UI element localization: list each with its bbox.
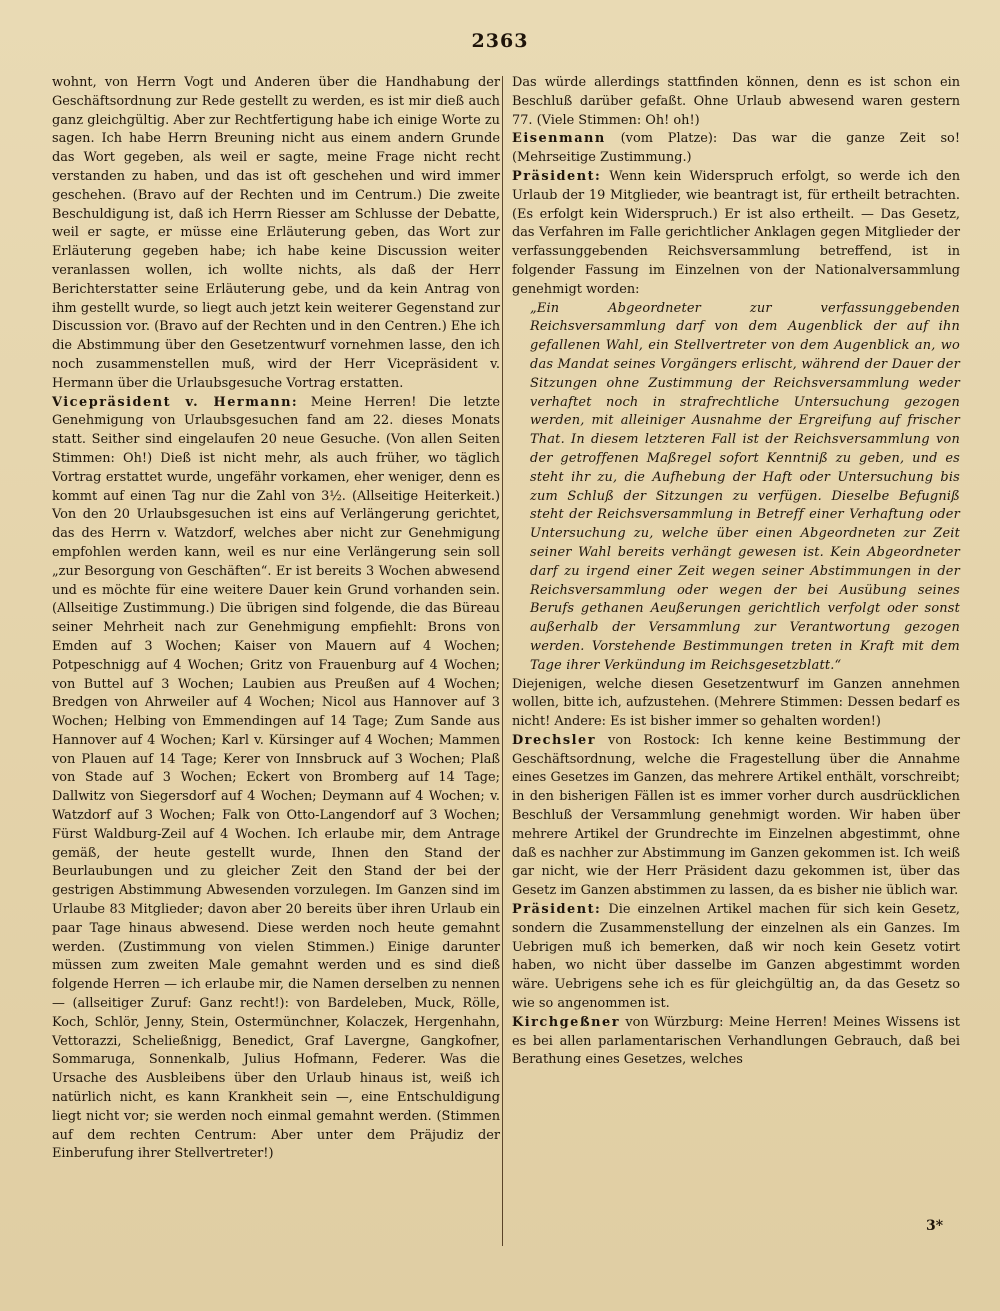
left-column bbox=[52, 74, 500, 1164]
paragraph-text: Wenn kein Widerspruch erfolgt, so werde ich den Urlaub der 19 Mitglieder, wie beantragt ist, für ertheilt betrachten. (Es erfolgt kein Widerspruch.) Er ist also ertheilt. — Das Gesetz, das Verfahren im Falle gerichtlicher Anklagen gegen Mitglieder der verfassunggebenden Reichsversammlung betreffend, ist in folgender Fassung im Einzelnen von der Nationalversammlung genehmigt worden: bbox=[512, 168, 960, 297]
paragraph bbox=[512, 74, 960, 130]
page-number: 2363 bbox=[471, 30, 529, 52]
speaker-name: Eisenmann bbox=[512, 131, 606, 147]
paragraph bbox=[512, 901, 960, 1014]
law-text-quote: „Ein Abgeordneter zur verfassunggebenden Reichsversammlung darf von dem Augenblick der auf ihn gefallenen Wahl, ein Stellvertreter von dem Augenblick an, wo das Mandat seines Vorgängers erlischt, während der Dauer der Sitzungen ohne Zustimmung der Reichsversammlung weder verhaftet noch in strafrechtliche Untersuchung gezogen werden, mit alleiniger Ausnahme der Ergreifung auf frischer That. In diesem letzteren Fall ist der Reichsversammlung von der getroffenen Maßregel sofort Kenntniß zu geben, und es steht ihr zu, die Aufhebung der Haft oder Untersuchung bis zum Schluß der Sitzungen zu verfügen. Dieselbe Befugniß steht der Reichsversammlung in Betreff einer Verhaftung oder Untersuchung zu, welche über einen Abgeordneten zur Zeit seiner Wahl bereits verhängt gewesen ist. Kein Abgeordneter darf zu irgend einer Zeit wegen seiner Abstimmungen in der Reichsversammlung oder wegen der bei Ausübung seines Berufs gethanen Aeußerungen gerichtlich verfolgt oder sonst außerhalb der Versammlung zur Verantwortung gezogen werden. Vorstehende Bestimmungen treten in Kraft mit dem Tage ihrer Verkündung im Reichsgesetzblatt.“ bbox=[530, 300, 960, 673]
paragraph-text: von Rostock: Ich kenne keine Bestimmung der Geschäftsordnung, welche die Fragestellung über die Annahme eines Gesetzes im Ganzen, das mehrere Artikel enthält, vorschreibt; in den bisherigen Fällen ist es immer vorher durch ausdrücklichen Beschluß der Versammlung genehmigt worden. Wir haben über mehrere Artikel der Grundrechte im Einzelnen abgestimmt, ohne daß es nachher zur Abstimmung im Ganzen gekommen ist. Ich weiß gar nicht, wie der Herr Präsident dazu gekommen ist, über das Gesetz im Ganzen abstimmen zu lassen, da es bisher nie üblich war. bbox=[512, 732, 960, 899]
speaker-name: Präsident: bbox=[512, 168, 602, 184]
paragraph bbox=[512, 732, 960, 901]
paragraph-text: Diejenigen, welche diesen Gesetzentwurf im Ganzen annehmen wollen, bitte ich, aufzustehen. (Mehrere Stimmen: Dessen bedarf es nicht! Andere: Es ist bisher immer so gehalten worden!) bbox=[512, 676, 960, 730]
paragraph bbox=[512, 1014, 960, 1070]
paragraph bbox=[512, 676, 960, 732]
speaker-name: Präsident: bbox=[512, 902, 602, 918]
paragraph bbox=[52, 394, 500, 1165]
paragraph-text: Das würde allerdings stattfinden können, denn es ist schon ein Beschluß darüber gefaßt. Ohne Urlaub abwesend waren gestern 77. (Viele Stimmen: Oh! oh!) bbox=[512, 75, 960, 128]
paragraph-text: Die einzelnen Artikel machen für sich kein Gesetz, sondern die Zusammenstellung der einzelnen als ein Ganzes. Im Uebrigen muß ich bemerken, daß wir noch kein Gesetz votirt haben, wo nicht über dasselbe im Ganzen abgestimmt worden wäre. Uebrigens sehe ich es für gleichgültig an, da das Gesetz so wie so angenommen ist. bbox=[512, 902, 960, 1012]
speaker-name: Vicepräsident v. Hermann: bbox=[52, 394, 299, 410]
right-column bbox=[512, 74, 960, 1070]
paragraph-text: von Würzburg: Meine Herren! Meines Wissens ist es bei allen parlamentarischen Verhandlungen Gebrauch, daß bei Berathung eines Gesetzes, welches bbox=[512, 1014, 960, 1068]
column-divider bbox=[502, 76, 503, 1246]
paragraph-text: (vom Platze): Das war die ganze Zeit so! (Mehrseitige Zustimmung.) bbox=[512, 131, 960, 166]
speaker-name: Drechsler bbox=[512, 732, 597, 748]
paragraph bbox=[52, 74, 500, 394]
speaker-name: Kirchgeßner bbox=[512, 1014, 620, 1030]
paragraph-text: Meine Herren! Die letzte Genehmigung von Urlaubsgesuchen fand am 22. dieses Monats statt. Seither sind eingelaufen 20 neue Gesuche. (Von allen Seiten Stimmen: Oh!) Dieß ist nicht mehr, als auch früher, wo täglich Vortrag erstattet wurde, ungefähr vorkamen, eher weniger, denn es kommt auf einen Tag nur die Zahl von 3½. (Allseitige Heiterkeit.) Von den 20 Urlaubsgesuchen ist eins auf Verlängerung gerichtet, das des Herrn v. Watzdorf, welches aber nicht zur Genehmigung empfohlen werden kann, weil es nur eine Verlängerung sein soll „zur Besorgung von Geschäften“. Er ist bereits 3 Wochen abwesend und es möchte für eine weitere Dauer kein Grund vorhanden sein. (Allseitige Zustimmung.) Die übrigen sind folgende, die das Büreau seiner Mehrheit nach zur Genehmigung empfiehlt: Brons von Emden auf 3 Wochen; Kaiser von Mauern auf 4 Wochen; Potpeschnigg auf 4 Wochen; Gritz von Frauenburg auf 4 Wochen; von Buttel auf 3 Wochen; Laubien aus Preußen auf 4 Wochen; Bredgen von Ahrweiler auf 4 Wochen; Nicol aus Hannover auf 3 Wochen; Helbing von Emmendingen auf 14 Tage; Zum Sande aus Hannover auf 4 Wochen; Karl v. Kürsinger auf 4 Wochen; Mammen von Plauen auf 14 Tage; Kerer von Innsbruck auf 3 Wochen; Plaß von Stade auf 3 Wochen; Eckert von Bromberg auf 14 Tage; Dallwitz von Siegersdorf auf 4 Wochen; Deymann auf 4 Wochen; v. Watzdorf auf 3 Wochen; Falk von Otto-Langendorf auf 3 Wochen; Fürst Waldburg-Zeil auf 4 Wochen. Ich erlaube mir, dem Antrage gemäß, der heute gestellt wurde, Ihnen den Stand der Beurlaubungen und zu gleicher Zeit den Stand der bei der gestrigen Abstimmung Abwesenden vorzulegen. Im Ganzen sind im Urlaube 83 Mitglieder; davon aber 20 bereits über ihren Urlaub ein paar Tage hinaus abwesend. Diese werden noch heute gemahnt werden. (Zustimmung von vielen Stimmen.) Einige darunter müssen zum zweiten Male gemahnt werden und es sind dieß folgende Herren — ich erlaube mir, die Namen derselben zu nennen — (allseitiger Zuruf: Ganz recht!): von Bardeleben, Muck, Rölle, Koch, Schlör, Jenny, Stein, Ostermünchner, Kolaczek, Hergenhahn, Vettorazzi, Scheließnigg, Benedict, Graf Lavergne, Gangkofner, Sommaruga, Sonnenkalb, Julius Hofmann, Federer. Was die Ursache des Ausbleibens über den Urlaub hinaus ist, weiß ich natürlich nicht, es kann Krankheit sein —, eine Entschuldigung liegt nicht vor; sie werden noch einmal gemahnt werden. (Stimmen auf dem rechten Centrum: Aber unter dem Präjudiz der Einberufung ihrer Stellvertreter!) bbox=[52, 394, 500, 1162]
paragraph bbox=[512, 168, 960, 300]
paragraph bbox=[512, 130, 960, 168]
paragraph-text: wohnt, von Herrn Vogt und Anderen über die Handhabung der Geschäftsordnung zur Rede gestellt zu werden, es ist mir dieß auch ganz gleichgültig. Aber zur Rechtfertigung habe ich einige Worte zu sagen. Ich habe Herrn Breuning nicht aus einem andern Grunde das Wort gegeben, als weil er sagte, meine Frage nicht recht verstanden zu haben, und das ist oft geschehen und wird immer geschehen. (Bravo auf der Rechten und im Centrum.) Die zweite Beschuldigung ist, daß ich Herrn Riesser am Schlusse der Debatte, weil er sagte, er müsse eine Erläuterung geben, das Wort zur Erläuterung gegeben habe; ich habe keine Discussion weiter veranlassen wollen, ich wollte nichts, als daß der Herr Berichterstatter seine Erläuterung gebe, und da kein Antrag von ihm gestellt wurde, so liegt auch jetzt kein weiterer Gegenstand zur Discussion vor. (Bravo auf der Rechten und in den Centren.) Ehe ich die Abstimmung über den Gesetzentwurf vornehmen lasse, den ich noch zusammenstellen muß, wird der Herr Vicepräsident v. Hermann über die Urlaubsgesuche Vortrag erstatten. bbox=[52, 75, 500, 391]
sheet-signature: 3* bbox=[926, 1218, 944, 1234]
